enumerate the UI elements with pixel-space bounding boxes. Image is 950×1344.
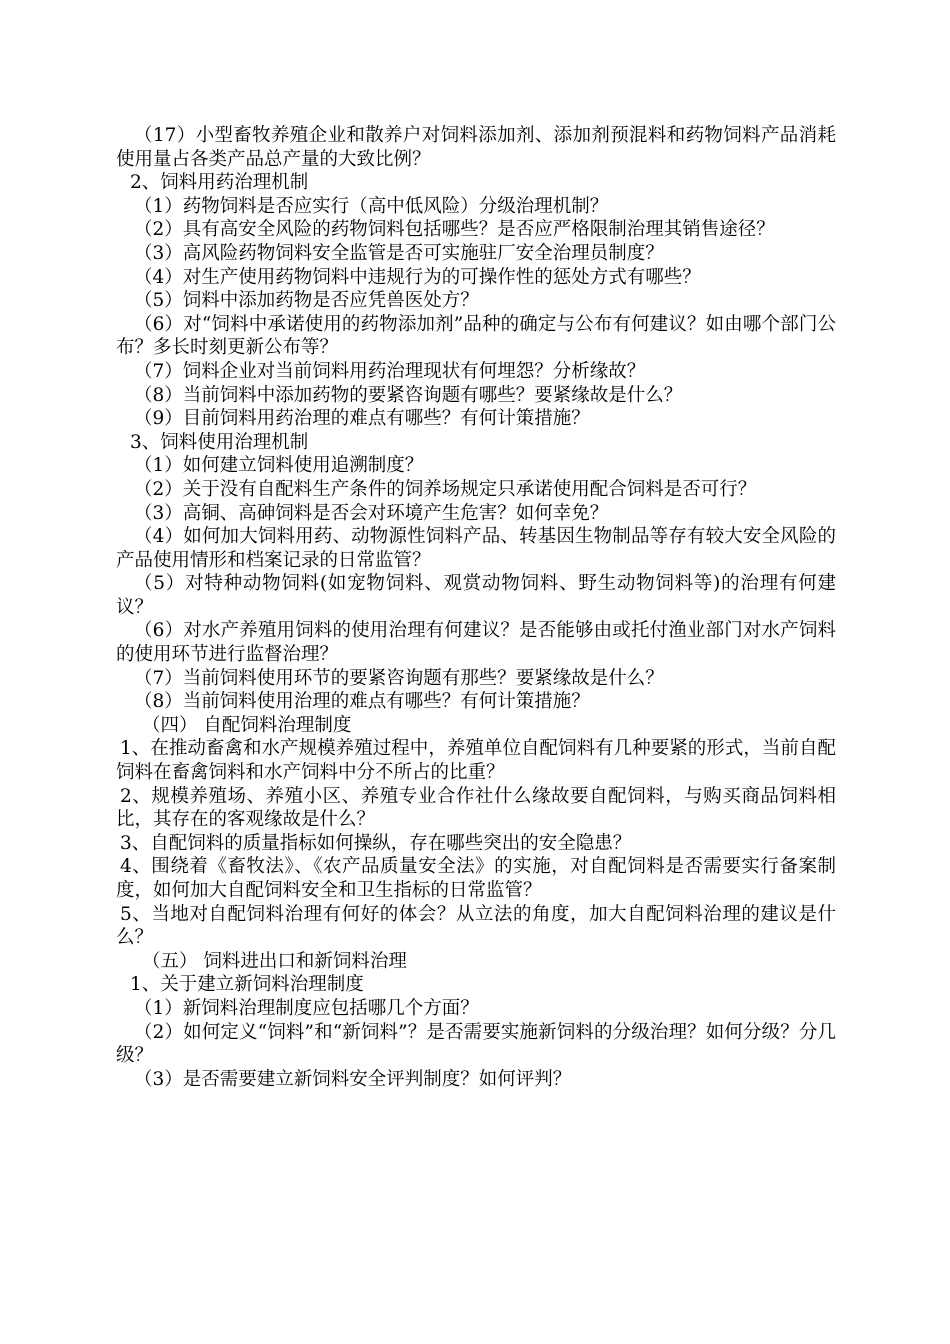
paragraph: （4）如何加大饲料用药、动物源性饲料产品、转基因生物制品等存有较大安全风险的产品使用情形和档案记录的日常监管？ (116, 526, 836, 571)
paragraph: （1）如何建立饲料使用追溯制度？ (134, 455, 424, 477)
document-body (116, 124, 836, 1091)
paragraph: （3）高铜、高砷饲料是否会对环境产生危害？如何幸免？ (134, 502, 609, 524)
paragraph: 3、饲料使用治理机制 (130, 431, 309, 453)
paragraph: （4）对生产使用药物饲料中违规行为的可操作性的惩处方式有哪些？ (134, 266, 701, 288)
paragraph: （7）饲料企业对当前饲料用药治理现状有何埋怨？分析缘故？ (134, 360, 646, 382)
paragraph: 5、当地对自配饲料治理有何好的体会？从立法的角度，加大自配饲料治理的建议是什么？ (116, 903, 836, 949)
paragraph: （2）关于没有自配料生产条件的饲养场规定只承诺使用配合饲料是否可行？ (134, 478, 757, 500)
paragraph: （五） 饲料进出口和新饲料治理 (142, 950, 407, 972)
paragraph: （3）是否需要建立新饲料安全评判制度？如何评判？ (134, 1068, 572, 1090)
paragraph: 3、自配饲料的质量指标如何操纵，存在哪些突出的安全隐患？ (120, 832, 632, 854)
paragraph: （1）药物饲料是否应实行（高中低风险）分级治理机制？ (134, 195, 609, 217)
paragraph: （5）对特种动物饲料(如宠物饲料、观赏动物饲料、野生动物饲料等)的治理有何建议？ (116, 573, 836, 618)
paragraph: （7）当前饲料使用环节的要紧咨询题有那些？要紧缘故是什么？ (134, 667, 664, 689)
paragraph: 1、在推动畜禽和水产规模养殖过程中，养殖单位自配饲料有几种要紧的形式，当前自配饲料在畜禽饲料和水产饲料中分不所占的比重？ (116, 738, 836, 784)
paragraph: （6）对水产养殖用饲料的使用治理有何建议？是否能够由或托付渔业部门对水产饲料的使用环节进行监督治理？ (116, 620, 836, 666)
paragraph: （8）当前饲料使用治理的难点有哪些？有何计策措施？ (134, 691, 590, 713)
paragraph: （17）小型畜牧养殖企业和散养户对饲料添加剂、添加剂预混料和药物饲料产品消耗使用量占各类产品总产量的大致比例？ (116, 125, 836, 170)
paragraph: （1）新饲料治理制度应包括哪几个方面？ (134, 997, 479, 1019)
paragraph: 1、关于建立新饲料治理制度 (130, 974, 364, 996)
paragraph: （3）高风险药物饲料安全监管是否可实施驻厂安全治理员制度？ (134, 242, 664, 264)
paragraph: 2、规模养殖场、养殖小区、养殖专业合作社什么缘故要自配饲料，与购买商品饲料相比，其存在的客观缘故是什么？ (116, 785, 836, 831)
paragraph: （8）当前饲料中添加药物的要紧咨询题有哪些？要紧缘故是什么？ (134, 384, 683, 406)
paragraph: （2）具有高安全风险的药物饲料包括哪些？是否应严格限制治理其销售途径？ (134, 219, 775, 241)
paragraph: 2、饲料用药治理机制 (130, 172, 309, 194)
paragraph: （6）对“饲料中承诺使用的药物添加剂”品种的确定与公布有何建议？如由哪个部门公布？多长时刻更新公布等？ (116, 313, 836, 359)
paragraph: （四） 自配饲料治理制度 (142, 714, 352, 736)
paragraph: （2）如何定义“饲料”和“新饲料”？是否需要实施新饲料的分级治理？如何分级？分几级？ (116, 1021, 836, 1067)
paragraph: （9）目前饲料用药治理的难点有哪些？有何计策措施？ (134, 408, 590, 430)
paragraph: （5）饲料中添加药物是否应凭兽医处方？ (134, 290, 479, 312)
paragraph: 4、围绕着《畜牧法》、《农产品质量安全法》的实施，对自配饲料是否需要实行备案制度，如何加大自配饲料安全和卫生指标的日常监管？ (116, 856, 836, 901)
